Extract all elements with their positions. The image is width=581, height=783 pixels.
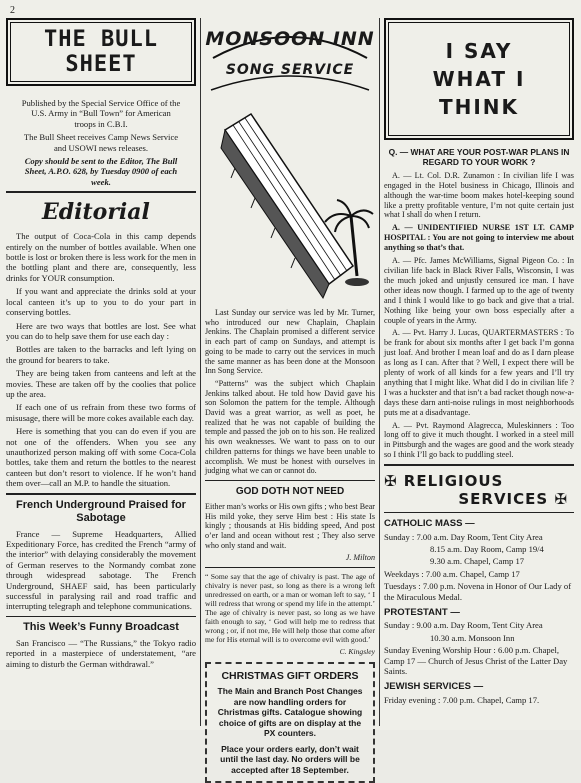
qa-section <box>384 148 574 460</box>
editorial-paragraph: Here is something that you can do even if you are not one of the offenders. When you see any unauthorized person making off with some Coca-Cola bottles, take them and return the bottles to the nearest canteen but don’t resort to violence. If he won’t hand them over—call an M.P. to handle the situation. <box>6 426 196 489</box>
cross-icon: ✠ <box>384 472 404 491</box>
monsoon-inn-logo <box>205 18 375 308</box>
religious-heading-line1 <box>384 472 574 490</box>
divider <box>6 616 196 617</box>
divider <box>205 567 375 568</box>
religious-word: RELIGIOUS <box>403 472 504 491</box>
protestant-entry: Sunday : 9.00 a.m. Day Room, Tent City Area <box>384 620 543 631</box>
catholic-title: CATHOLIC MASS — <box>384 518 475 530</box>
protestant-entry: Sunday Evening Worship Hour : 6.00 p.m. Chapel, Camp 17 — Church of Jesus Christ of the Latter Day Saints. <box>384 645 568 677</box>
catholic-entry: Sunday : 7.00 a.m. Day Room, Tent City Area <box>384 531 543 542</box>
french-heading: French Underground Praised for Sabotage <box>16 498 186 524</box>
editorial-paragraph: If each one of us refrain from these two forms of misusage, there will be more cokes available each day. <box>6 402 196 423</box>
editorial-body <box>6 231 196 488</box>
monsoon-paragraph: Last Sunday our service was led by Mr. Turner, who introduced our new Chaplain, Chaplain Jenkins. The Chaplain promised a different service in each part of camp on Sundays, and attempt is going to be made to carry out the services in much the same manner as has been done at the Monsoon Inn Song Service. <box>205 308 375 376</box>
jewish-entry: Friday evening : 7.00 p.m. Chapel, Camp 17. <box>384 694 540 705</box>
masthead <box>6 18 196 86</box>
religious-heading-line2 <box>384 490 574 508</box>
gift-body: The Main and Branch Post Changes are now handling orders for Christmas gifts. Catalogue showing choice of gifts are on display at the PX counters. <box>217 686 363 739</box>
catholic-entry: Weekdays : 7.00 a.m. Chapel, Camp 17 <box>384 568 520 579</box>
qa-answer: A. — Pvt. Harry J. Lucas, QUARTERMASTERS : To be frank for about six months after I get back I’m gonna just loaf. And brother I mean loaf and do as I darn please as long as I can. After that ? Well, I expect there will be plenty of work of all kinds for a few years and I’ll try anything that I might like. What did I do in civilian life ? I was a huckster and that isn’t a bad racket though now-a-days these darn anti-noise rulings in most neighborhoods puts me at a disadvantage. <box>384 328 574 417</box>
cross-icon: ✠ <box>548 490 568 509</box>
i-say-line2: WHAT I THINK <box>432 67 526 119</box>
poem-author: J. Milton <box>345 553 375 563</box>
barracks-building-icon <box>221 114 353 298</box>
catholic-entry: 9.30 a.m. Chapel, Camp 17 <box>430 556 525 567</box>
logo-subtitle: SONG SERVICE <box>225 62 355 78</box>
i-say-line1: I SAY <box>445 39 513 63</box>
quote-body <box>205 572 375 656</box>
editorial-paragraph: They are being taken from canteens and left at the movies. These are taken off by the coolies that police up the area. <box>6 368 196 399</box>
i-say-title <box>388 22 570 136</box>
editorial-paragraph: Here are two ways that bottles are lost. See what you can do to help save them for use each day : <box>6 320 196 341</box>
poem-heading: GOD DOTH NOT NEED <box>235 485 345 497</box>
right-column <box>384 18 574 707</box>
i-say-masthead <box>384 18 574 140</box>
gift-title: CHRISTMAS GIFT ORDERS <box>221 670 359 683</box>
qa-answer: A. — Pfc. James McWilliams, Signal Pigeon Co. : In civilian life back in Black River Falls, Wisconsin, I was the much joked and unjustly censured ice man. I have other ideas now though. I farmed up to the age of twenty and I think I would like to go back and give that a trial. Nothing like being your own boss especially after a couple of years in the Army. <box>384 256 574 325</box>
protestant-entry: 10.30 a.m. Monsoon Inn <box>430 632 515 643</box>
divider <box>6 493 196 495</box>
logo-title: MONSOON INN <box>205 28 375 50</box>
info-published: Published by the Special Service Office of the U.S. Army in “Bull Town” for American troops in C.B.I. <box>21 98 181 129</box>
funny-body <box>6 638 196 669</box>
editorial-paragraph: Bottles are taken to the barracks and left lying on the ground for bearers to take. <box>6 344 196 365</box>
monsoon-paragraph: “Patterns” was the subject which Chaplain Jenkins talked about. He told how David gave his son Solomon the pattern for the temple. Although David was a great warrior, as well as poet, he realized that he was not capable of building the temple and passed the job on to his son. He realized his own weaknesses. We want to pass on to our children patterns for things we have been unable to accomplish. We must be honest with ourselves in judging what we can or cannot do. <box>205 378 375 476</box>
column-rule <box>200 18 201 726</box>
qa-answer: A. — Lt. Col. D.R. Zunamon : In civilian life I was engaged in the Hotel business in Chicago, Illinois and although the war-time boom makes hotel-keeping sound like a pretty profitable venture, I’m not quite certain just what I shall do when I return. <box>384 170 574 220</box>
funny-heading: This Week’s Funny Broadcast <box>23 620 179 633</box>
french-paragraph: France — Supreme Headquarters, Allied Expeditionary Force, has credited the French “army of the interior” with delaying considerably the movement of German reserves to the Normandy combat zone through widespread sabotage. The French Underground, SHAEF said, has been particularly successful in paralysing rail and road traffic and interrupting telegraph and telephone communications. <box>6 528 196 612</box>
protestant-title: PROTESTANT — <box>384 607 460 619</box>
services-word: SERVICES <box>458 490 549 509</box>
catholic-entry: 8.15 a.m. Day Room, Camp 19/4 <box>430 544 544 554</box>
divider <box>384 464 574 466</box>
religious-services <box>384 519 574 705</box>
poem-text: Either man’s works or His own gifts ; who best Bear His mild yoke, they serve Him best : His state Is kingly ; thousands at His bidding speed, And post o’er land and ocean without rest ; They also serve who only stand and wait. <box>205 501 375 550</box>
info-news: The Bull Sheet receives Camp News Service and USOWI news releases. <box>23 132 179 153</box>
jewish-title: JEWISH SERVICES — <box>384 681 484 693</box>
qa-question: Q. — WHAT ARE YOUR POST-WAR PLANS IN REGARD TO YOUR WORK ? <box>388 147 570 167</box>
editorial-heading: Editorial <box>42 199 150 226</box>
left-column <box>6 18 196 672</box>
monsoon-body <box>205 308 375 476</box>
gift-footer: Place your orders early, don’t wait until the last day. No orders will be accepted after 18 September. <box>220 743 360 775</box>
masthead-title: THE BULL SHEET <box>10 22 192 82</box>
masthead-info <box>6 98 196 187</box>
catholic-entry: Tuesdays : 7.00 p.m. Novena in Honor of Our Lady of the Miraculous Medal. <box>384 581 572 602</box>
qa-answer: A. — UNIDENTIFIED NURSE 1ST LT. CAMP HOSPITAL : You are not going to interview me about anything so that’s that. <box>384 223 574 253</box>
editorial-paragraph: If you want and appreciate the drinks sold at your local canteen it’s up to you to do your part in conserving bottles. <box>6 286 196 318</box>
divider <box>384 512 574 513</box>
middle-column <box>205 18 375 783</box>
religious-heading <box>384 472 574 508</box>
column-rule <box>379 18 380 726</box>
qa-answer: A. — Pvt. Raymond Alagrecca, Muleskinners : Too long off to give it much thought. I worked in a steel mill in Pittsburgh and the wages are good and the work steady so I think I’ll go back to puddling steel. <box>384 420 574 460</box>
poem-body <box>205 502 375 563</box>
quote-text: “ Some say that the age of chivalry is past. The age of chivalry is never past, so long as there is a wrong left unredressed on earth, or a man or woman left to say, ‘ I will redress that wrong or spend my life in the attempt.’ The age of chivalry is never past, so long as we have faith enough to say, ‘ God will help me to redress that wrong ; or, if not me, He will help those that come after me for His eternal will is to overcome evil with good.’ <box>205 572 375 645</box>
editorial-paragraph: The output of Coca-Cola in this camp depends entirely on the number of bottles available. When one bottle is lost or broken there is less work for the men in the bottling plant and there are, consequently, less drinks for YOUR consumption. <box>6 231 196 283</box>
divider <box>6 191 196 193</box>
page-number: 2 <box>10 5 15 16</box>
quote-author: C. Kingsley <box>339 647 375 657</box>
christmas-gift-box <box>205 662 375 783</box>
funny-paragraph: San Francisco — “The Russians,” the Tokyo radio reported in a masterpiece of understatement, “are aiming to disturb the German withdrawal.” <box>6 637 196 669</box>
info-copy: Copy should be sent to the Editor, The Bull Sheet, A.P.O. 628, by Tuesday 0900 of each week. <box>24 156 178 187</box>
french-body <box>6 529 196 612</box>
divider <box>205 480 375 481</box>
